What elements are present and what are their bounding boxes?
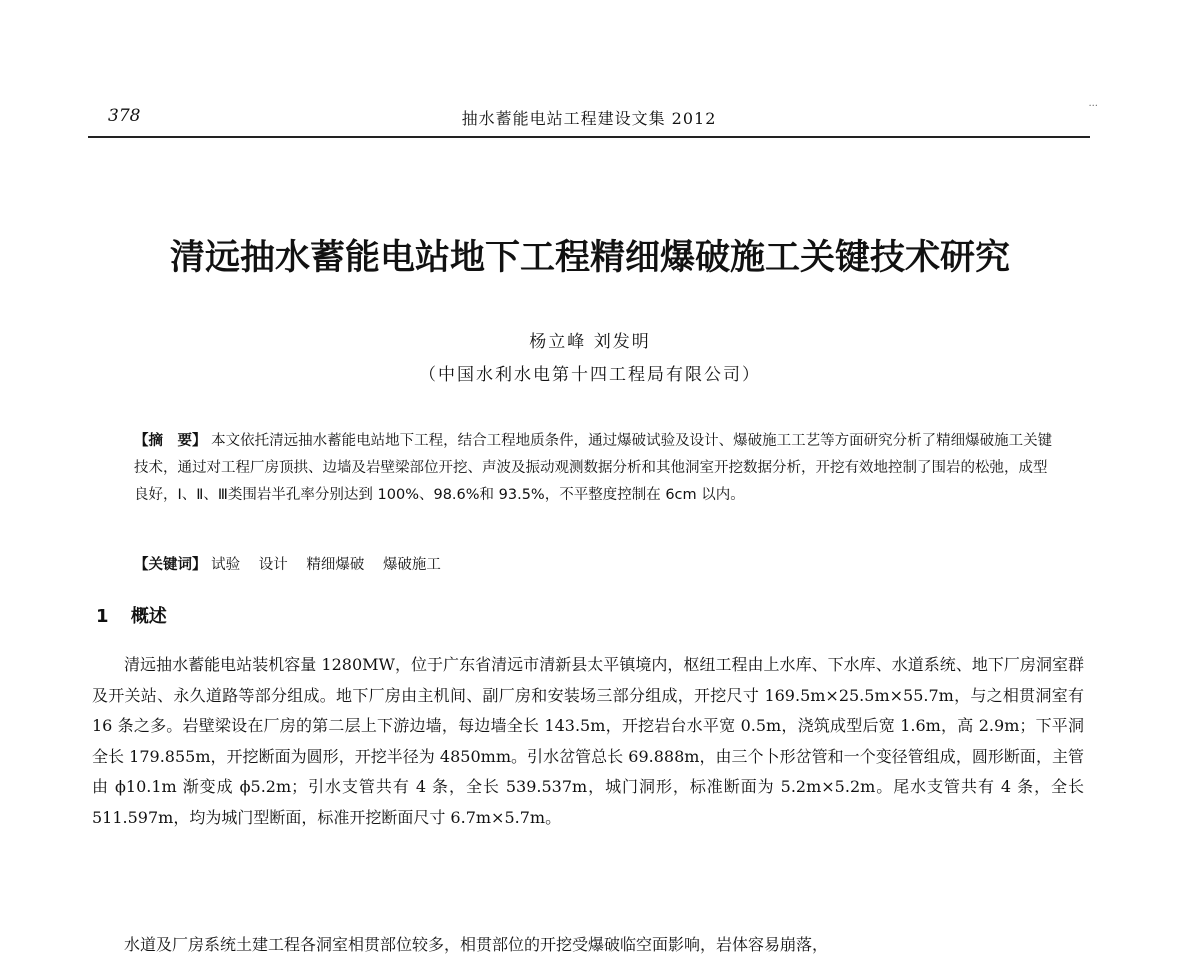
abstract [134, 428, 1054, 509]
body-paragraph: 水道及厂房系统土建工程各洞室相贯部位较多，相贯部位的开挖受爆破临空面影响，岩体容易崩落， [124, 935, 829, 954]
running-title: 抽水蓄能电站工程建设文集 2012 [461, 109, 717, 128]
keyword-item: 试验 [211, 557, 241, 573]
abstract-label: 【摘 要】 [134, 433, 207, 449]
affiliation: （中国水利水电第十四工程局有限公司） [419, 365, 761, 385]
section-title: 概述 [130, 606, 167, 627]
page-number: 378 [108, 106, 141, 126]
running-header [88, 98, 1098, 138]
paper-title: 清远抽水蓄能电站地下工程精细爆破施工关键技术研究 [169, 238, 1010, 278]
keywords-label: 【关键词】 [134, 557, 207, 573]
keyword-item: 精细爆破 [306, 557, 365, 573]
corner-mark: ... [1088, 98, 1098, 109]
abstract-text: 本文依托清远抽水蓄能电站地下工程，结合工程地质条件，通过爆破试验及设计、爆破施工工艺等方面研究分析了精细爆破施工关键技术，通过对工程厂房顶拱、边墙及岩壁梁部位开挖、声波及振动观测数据分析和其他洞室开挖数据分析，开挖有效地控制了围岩的松弛，成型良好，Ⅰ、Ⅱ、Ⅲ类围岩半孔率分别达到 100%、98.6%和 93.5%，不平整度控制在 6cm 以内。 [134, 433, 1053, 503]
body-paragraph: 清远抽水蓄能电站装机容量 1280MW，位于广东省清远市清新县太平镇境内，枢纽工程由上水库、下水库、水道系统、地下厂房洞室群及开关站、永久道路等部分组成。地下厂房由主机间、副厂房和安装场三部分组成，开挖尺寸 169.5m×25.5m×55.7m，与之相贯洞室有 16 条之多。岩壁梁设在厂房的第二层上下游边墙，每边墙全长 143.5m，开挖岩台水平宽 0.5m，浇筑成型后宽 1.6m，高 2.9m；下平洞全长 179.855m，开挖断面为圆形，开挖半径为 4850mm。引水岔管总长 69.888m，由三个卜形岔管和一个变径管组成，圆形断面，主管由 ϕ10.1m 渐变成 ϕ5.2m；引水支管共有 4 条，全长 539.537m，城门洞形，标准断面为 5.2m×5.2m。尾水支管共有 4 条，全长 511.597m，均为城门型断面，标准开挖断面尺寸 6.7m×5.7m。 [92, 655, 1084, 827]
section-number: 1 [96, 606, 109, 627]
keyword-item: 设计 [258, 557, 288, 573]
authors: 杨立峰 刘发明 [529, 332, 651, 352]
keywords [134, 552, 1054, 579]
section-heading [96, 602, 167, 628]
keyword-item: 爆破施工 [382, 557, 441, 573]
